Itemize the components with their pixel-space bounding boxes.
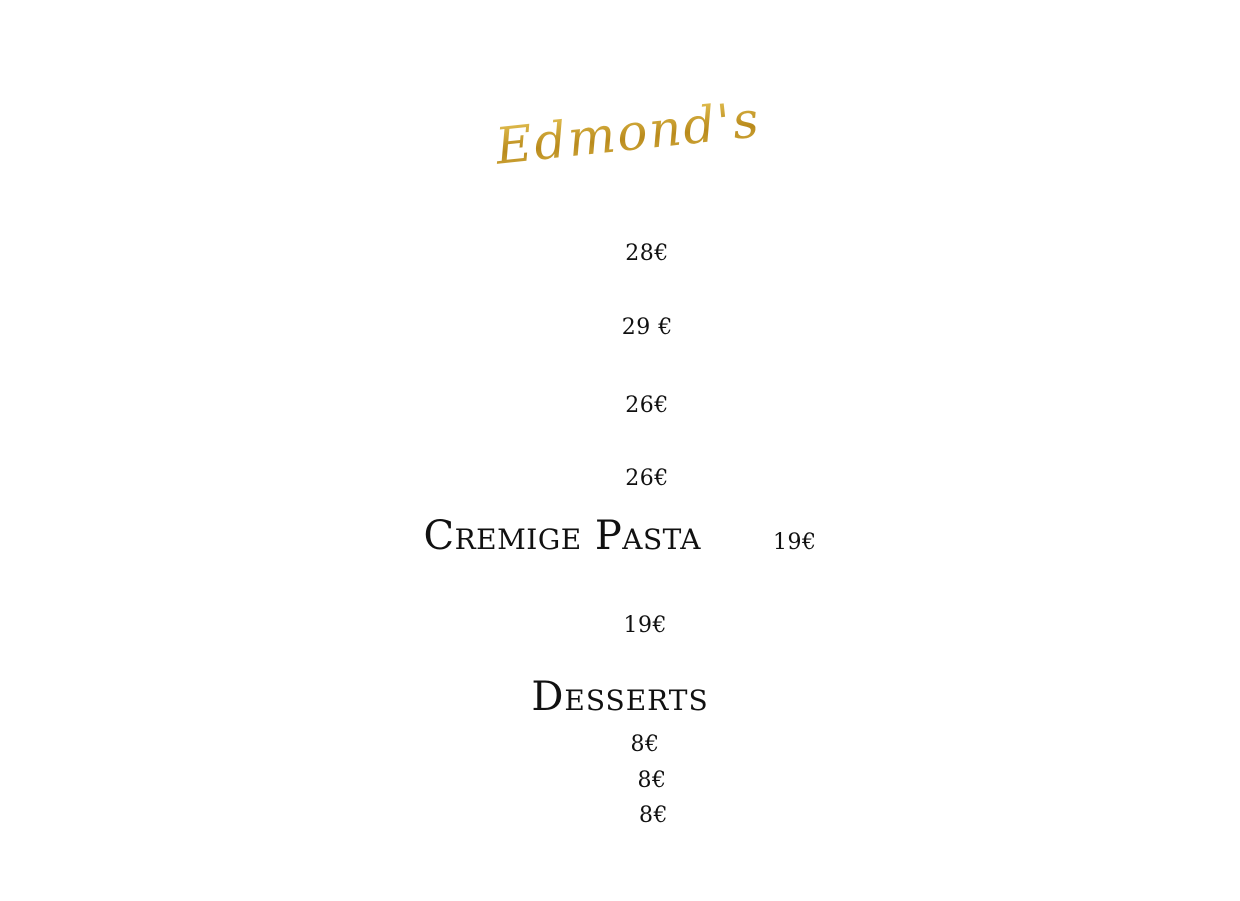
desserts-heading: Desserts [531, 674, 709, 720]
menu-item-5-title: Cremige Pasta [423, 513, 702, 559]
menu-item-2-price: 29 € [621, 315, 673, 340]
menu-item-3-price: 26€ [625, 393, 669, 418]
menu-item-4-price: 26€ [625, 466, 669, 491]
dessert-item-3 [0, 805, 1240, 827]
menu-item-1-price: 28€ [625, 241, 669, 266]
dessert-item-3-price: 8€ [639, 803, 668, 828]
menu-item-6-price: 19€ [623, 613, 667, 638]
menu-item-6-detail [0, 615, 1240, 637]
dessert-item-1 [0, 734, 1240, 756]
menu-item-3-detail [0, 395, 1240, 417]
menu-item-5-price: 19€ [773, 530, 817, 555]
dessert-item-2 [0, 770, 1240, 792]
menu-item-5 [0, 513, 1240, 559]
menu-item-2-detail [0, 317, 1240, 339]
dessert-item-1-price: 8€ [630, 732, 660, 757]
menu-item-4-detail [0, 468, 1240, 490]
restaurant-logo: Edmond's [8, 39, 1240, 226]
menu-item-1-detail [0, 243, 1240, 265]
dessert-item-2-price: 8€ [637, 768, 667, 793]
